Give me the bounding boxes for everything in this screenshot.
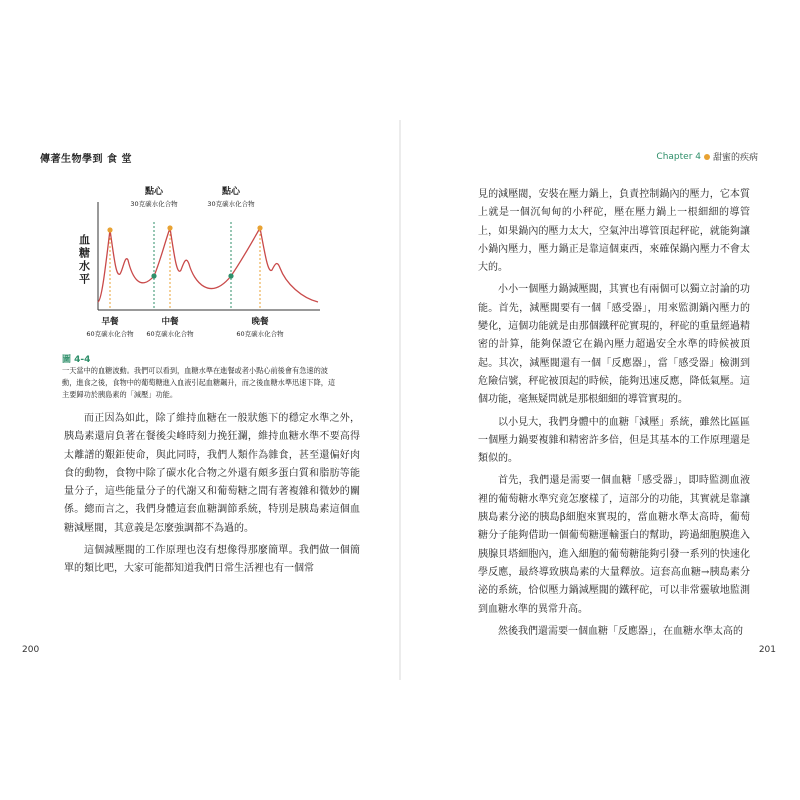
meal-label-1-title: 早餐: [101, 317, 119, 327]
left-body-text: [64, 410, 360, 583]
peak-marker-lunch: [167, 225, 172, 230]
left-paragraph-1: 而正因為如此，除了維持血糖在一般狀態下的穩定水準之外，胰島素還肩負著在餐後尖峰時刻力挽狂瀾，維持血糖水準不要高得太離譜的艱鉅使命，與此同時，我們人類作為雜食，甚至還偏好肉食的動物，食物中除了碳水化合物之外還有頗多蛋白質和脂肪等能量分子，這些能量分子的代謝又和葡萄糖之間有著複雜和微妙的關係。總而言之，我們身體這套血糖調節系統，特別是胰島素這個血糖減壓閥，其意義是怎麼強調都不為過的。: [64, 413, 360, 534]
snack-marker-2: [228, 273, 233, 278]
running-head-right: [656, 150, 758, 163]
peak-label-2-title: 點心: [221, 187, 241, 197]
chapter-dot-icon: [704, 154, 710, 160]
meal-label-2-sub: 60克碳水化合物: [146, 330, 194, 338]
page-number-right: 201: [758, 645, 776, 655]
meal-label-1-sub: 60克碳水化合物: [86, 330, 134, 338]
figure-caption: 一天當中的血糖波動。我們可以看到，血糖水準在進餐或者小點心前後會有急速的波動，進食之後，食物中的葡萄糖進入血液引起血糖飆升，而之後血糖水準迅速下降，這主要歸功於胰島素的「減壓」功能。: [62, 366, 336, 399]
right-paragraph-4: 首先，我們還是需要一個血糖「感受器」，即時監測血液裡的葡萄糖水準究竟怎麼樣了，這部分的功能，其實就是靠讓胰島素分泌的胰島β細胞來實現的，當血糖水準太高時，葡萄糖分子能夠借助一個葡萄糖運輸蛋白的幫助，跨過細胞膜進入胰腺貝塔細胞內，進入細胞的葡萄糖能夠引發一系列的快速化學反應，最終導致胰島素的大量釋放。這套高血糖→胰島素分泌的系統，恰似壓力鍋減壓閥的鐵秤砣，可以非常靈敏地監測到血糖水準的異常升高。: [478, 475, 750, 615]
peak-label-2-sub: 30克碳水化合物: [207, 200, 255, 208]
right-paragraph-1: 見的減壓閥，安裝在壓力鍋上，負責控制鍋內的壓力，它本質上就是一個沉甸甸的小秤砣，壓在壓力鍋上一根細細的導管上，如果鍋內的壓力太大，空氣沖出導管頂起秤砣，就能夠讓小鍋內壓力，壓力鍋正是靠這個東西，來確保鍋內壓力不會太大的。: [478, 189, 750, 274]
figure-label: 圖 4-4: [62, 355, 91, 365]
figure-ylabel: 血糖水平: [77, 234, 91, 286]
right-paragraph-3: 以小見大，我們身體中的血糖「減壓」系統，雖然比區區一個壓力鍋要複雜和精密許多倍，但是其基本的工作原理還是類似的。: [478, 416, 750, 465]
snack-marker-1: [151, 273, 156, 278]
peak-marker-dinner: [257, 225, 262, 230]
running-head-left: 傳著生物學到 食 堂: [40, 154, 132, 165]
blood-sugar-curve: [98, 228, 318, 302]
peak-marker-breakfast: [107, 227, 112, 232]
meal-label-3-sub: 60克碳水化合物: [236, 330, 284, 338]
left-paragraph-2: 這個減壓閥的工作原理也沒有想像得那麼簡單。我們做一個簡單的類比吧，大家可能都知道我們日常生活裡也有一個常: [64, 545, 360, 575]
right-paragraph-5: 然後我們還需要一個血糖「反應器」，在血糖水準太高的: [498, 625, 743, 637]
running-head-title: 甜蜜的疾病: [712, 153, 758, 163]
meal-label-2-title: 中餐: [161, 317, 179, 327]
right-paragraph-2: 小小一個壓力鍋減壓閥，其實也有兩個可以獨立討論的功能。首先，減壓閥要有一個「感受器」，用來監測鍋內壓力的變化，這個功能就是由那個鐵秤砣實現的，秤砣的重量經過精密的計算，能夠保證它在鍋內壓力超過安全水準的時候被頂起。其次，減壓閥還有一個「反應器」，當「感受器」檢測到危險信號，秤砣被頂起的時候，能夠迅速反應，降低氣壓。這個功能，毫無疑問就是那根細細的導管實現的。: [478, 284, 750, 406]
running-head-chapter: Chapter 4: [656, 151, 701, 162]
page-number-left: 200: [22, 645, 40, 655]
right-page: [400, 0, 800, 800]
right-body-text: [478, 186, 750, 645]
peak-label-1-sub: 30克碳水化合物: [130, 200, 178, 208]
meal-label-3-title: 晚餐: [251, 317, 269, 327]
peak-label-1-title: 點心: [144, 187, 164, 197]
blood-sugar-figure: [70, 182, 340, 352]
